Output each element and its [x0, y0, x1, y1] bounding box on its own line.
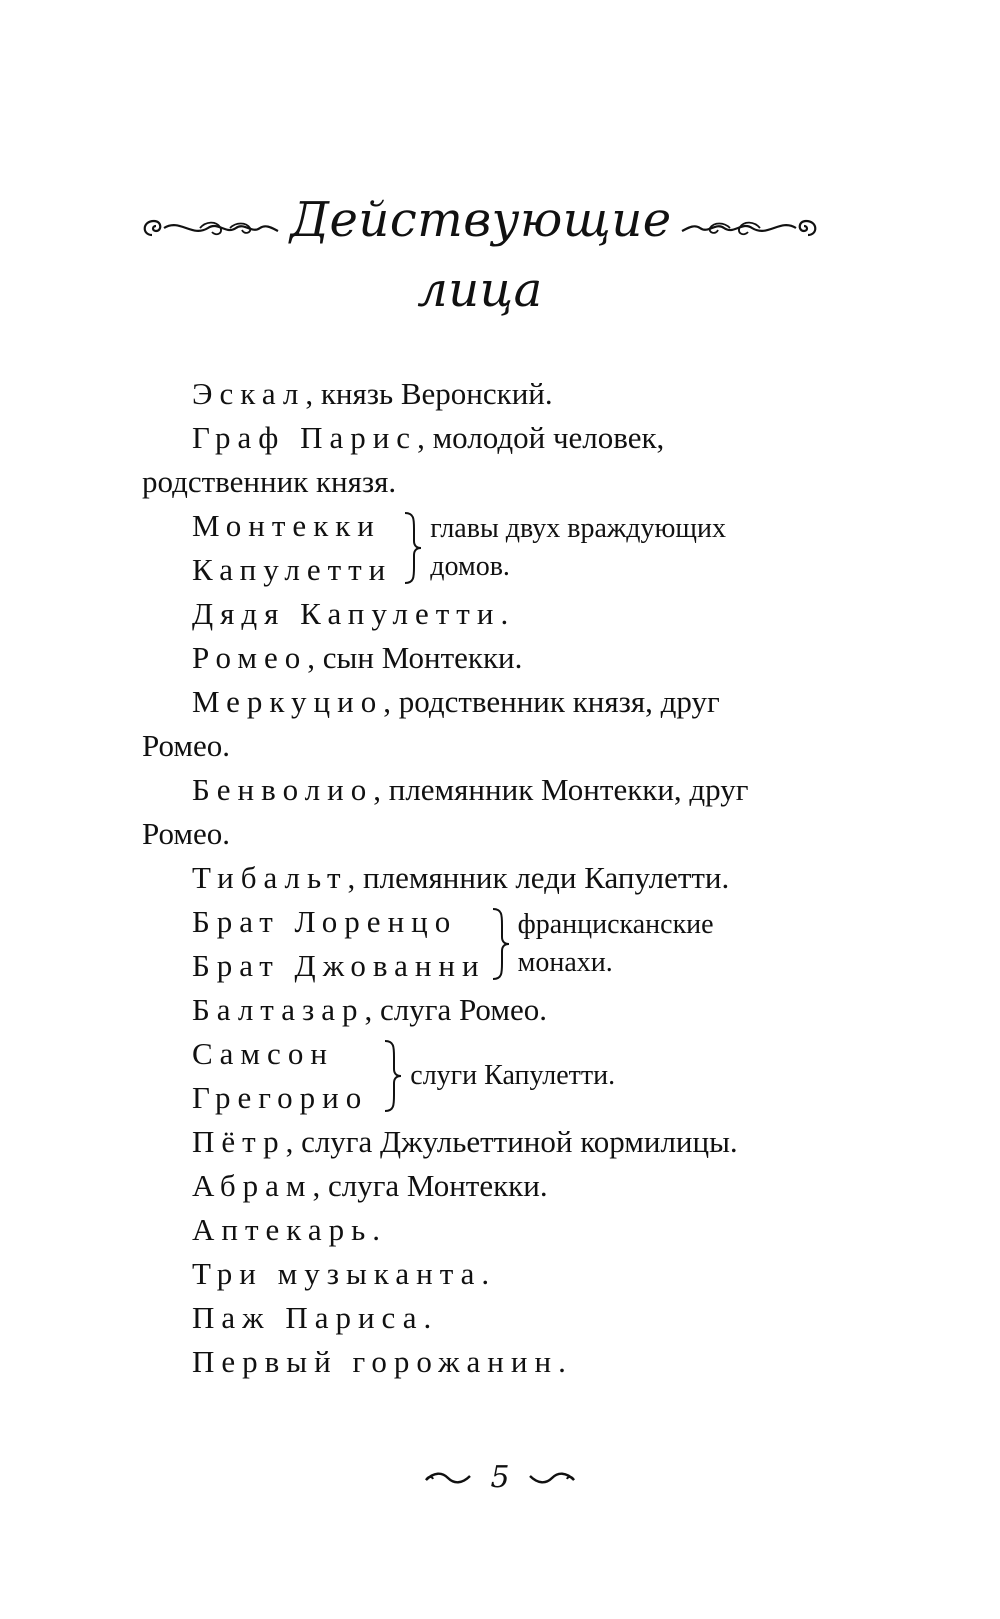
group-desc — [430, 510, 726, 586]
group-desc-line: францисканские — [517, 909, 714, 940]
cast-group-houses — [142, 504, 842, 592]
cast-item-romeo — [142, 636, 842, 680]
character-name: Брат Лоренцо — [192, 904, 458, 939]
character-desc: , слуга Монтекки. — [312, 1168, 548, 1203]
cast-list — [142, 372, 842, 1384]
group-desc-line: слуги Капулетти. — [410, 1060, 616, 1091]
cast-item-mercutio-cont: Ромео. — [142, 728, 231, 763]
group-desc — [518, 906, 714, 982]
cast-item-benvolio-cont: Ромео. — [142, 816, 231, 851]
character-desc: , родственник князя, друг — [383, 684, 720, 719]
flourish-right-icon — [680, 213, 820, 243]
cast-item-paris — [142, 416, 842, 460]
character-name: Самсон — [192, 1036, 334, 1071]
brace-icon — [402, 509, 424, 587]
page-number: 5 — [490, 1460, 510, 1495]
group-names — [192, 900, 486, 988]
footer-swirl-right-icon — [528, 1468, 576, 1488]
character-name: Ромео — [192, 640, 308, 675]
character-desc: , сын Монтекки. — [307, 640, 523, 675]
cast-item-escalus — [142, 372, 842, 416]
group-desc-line: главы двух враждующих — [430, 513, 726, 544]
page-footer — [0, 1460, 1000, 1495]
chapter-header — [140, 185, 820, 318]
brace-icon — [382, 1037, 404, 1115]
flourish-left-icon — [140, 213, 280, 243]
cast-item-page: Паж Париса. — [192, 1300, 439, 1335]
cast-item-paris-cont: родственник князя. — [142, 464, 397, 499]
cast-item-peter — [142, 1120, 842, 1164]
group-desc-line: монахи. — [517, 947, 613, 978]
brace-icon — [490, 905, 512, 983]
character-name: Абрам — [192, 1168, 313, 1203]
character-name: Меркуцио — [192, 684, 384, 719]
character-name: Грегорио — [192, 1080, 369, 1115]
character-name: Тибальт — [192, 860, 348, 895]
character-desc: , слуга Ромео. — [364, 992, 547, 1027]
character-name: Брат Джованни — [192, 948, 486, 983]
cast-item-musicians: Три музыканта. — [192, 1256, 497, 1291]
character-desc: , молодой человек, — [417, 420, 665, 455]
character-desc: , слуга Джульеттиной кормилицы. — [285, 1124, 738, 1159]
group-desc — [410, 1057, 615, 1095]
cast-item-balthasar — [142, 988, 842, 1032]
cast-item-benvolio — [142, 768, 842, 812]
cast-item-mercutio — [142, 680, 842, 724]
cast-group-friars — [142, 900, 842, 988]
character-desc: , племянник Монтекки, друг — [373, 772, 749, 807]
character-name: Капулетти — [192, 552, 393, 587]
character-name: Эскал — [192, 376, 306, 411]
cast-item-uncle: Дядя Капулетти. — [192, 596, 516, 631]
character-name: Балтазар — [192, 992, 365, 1027]
character-name: Бенволио — [192, 772, 374, 807]
page-title: Действующие лица — [290, 192, 672, 318]
cast-item-tybalt — [142, 856, 842, 900]
footer-swirl-left-icon — [424, 1468, 472, 1488]
group-desc-line: домов. — [430, 551, 510, 582]
group-names — [192, 504, 392, 592]
cast-item-citizen: Первый горожанин. — [192, 1344, 573, 1379]
cast-item-abram — [142, 1164, 842, 1208]
cast-item-apothecary: Аптекарь. — [192, 1212, 388, 1247]
character-desc: , князь Веронский. — [305, 376, 553, 411]
character-name: Пётр — [192, 1124, 286, 1159]
character-desc: , племянник леди Капулетти. — [347, 860, 730, 895]
character-name: Граф Парис — [192, 420, 418, 455]
cast-group-servants — [142, 1032, 842, 1120]
group-names — [192, 1032, 368, 1120]
character-name: Монтекки — [192, 508, 381, 543]
